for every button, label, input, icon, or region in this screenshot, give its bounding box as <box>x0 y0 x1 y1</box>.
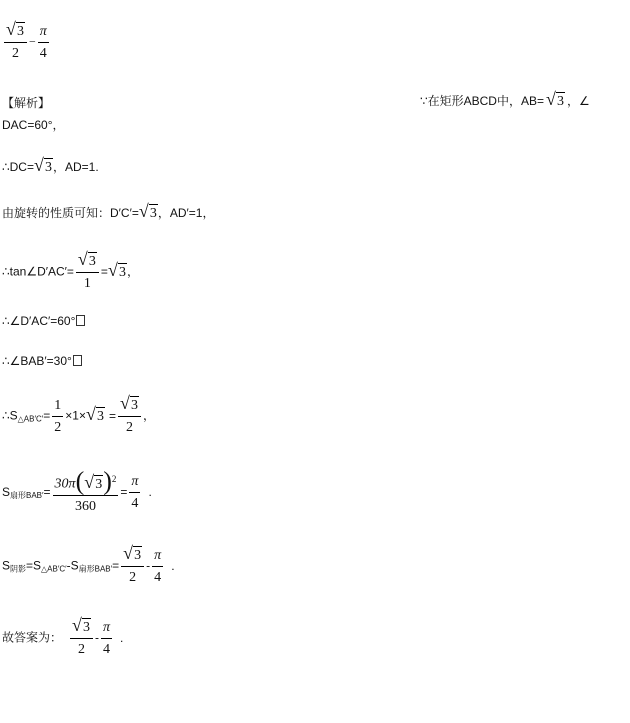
given-statement: ∵在矩形ABCD中，AB= √ 3 ，∠ <box>420 89 590 109</box>
sqrt-icon: √ 3 <box>6 19 24 39</box>
sector-area-line: $S_{扇形BAB'}=$ 30π( √ 3)$^2$ 360 = $\frac{\pi}{4}$ . <box>2 466 152 514</box>
placeholder-box-icon <box>76 315 85 326</box>
top-pi-over-4: $\frac{\pi}{4}$ <box>39 24 47 61</box>
rotation-line: 由旋转的性质可知：D′C′= √ 3，AD′=1， <box>2 201 215 221</box>
angle-bab-line: ∴∠BAB′=30° <box>2 354 82 368</box>
top-answer <box>2 19 51 63</box>
final-answer-line: 故答案为： √ 3 2 - $\frac{\pi}{4}$ . <box>2 615 124 657</box>
sector-fraction: 30π( √ 3)$^2$ 360 <box>54 466 117 514</box>
pi-over-4: $\frac{\pi}{4}$ <box>103 620 111 657</box>
sqrt3-over-2: √ 3 2 <box>70 618 93 659</box>
sqrt3-over-2: √ 3 2 <box>118 396 141 437</box>
dc-line: ∴DC= √ 3，AD=1. <box>2 155 99 175</box>
minus-sign: − <box>29 34 36 49</box>
given-continuation: DAC=60°， <box>2 118 65 132</box>
top-sqrt3-over-2: √ 3 2 <box>4 22 27 63</box>
pi-over-4: $\frac{\pi}{4}$ <box>154 548 162 585</box>
pi-over-4: $\frac{\pi}{4}$ <box>131 474 139 512</box>
half-fraction: $\frac{1}{2}$ <box>54 398 62 435</box>
triangle-area-line: $\therefore S_{\triangle AB'C'}=$ $\frac{1}{2}$ ×1× √ 3 = √ 3 2 ， <box>2 393 155 435</box>
analysis-label: 【解析】 <box>2 96 51 110</box>
placeholder-box-icon <box>73 355 82 366</box>
sqrt3-over-2: √ 3 2 <box>121 546 144 587</box>
tan-line: ∴tan∠D′AC′= √ 3 1 = √ 3， <box>2 249 139 291</box>
tan-fraction: √ 3 1 <box>76 252 99 293</box>
angle-dac-line: ∴∠D′AC′=60° <box>2 314 85 328</box>
shaded-area-line: $S_{阴影}=S_{\triangle AB'C'}-S_{扇形BAB'}=$ √ 3 2 - $\frac{\pi}{4}$ . <box>2 543 175 585</box>
